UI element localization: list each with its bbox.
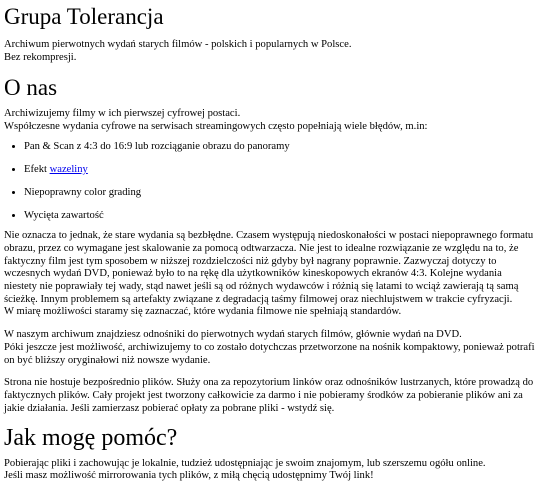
about-paragraph-2-line2: Póki jeszcze jest możliwość, archiwizujemy to co zostało dotychczas przetworzone na nośnik kompaktowy, ponieważ potrafi on być bliższy oryginałowi niż nowsze wydanie. <box>4 341 535 366</box>
about-paragraph-2 <box>4 329 536 367</box>
site-title: Grupa Tolerancja <box>4 4 164 29</box>
site-description-line2: Bez rekompresji. <box>4 52 77 63</box>
about-intro-line2: Współczesne wydania cyfrowe na serwisach streamingowych często popełniają wiele błędów, m.in: <box>4 120 428 132</box>
problems-list <box>4 141 536 222</box>
about-intro-line1: Archiwizujemy filmy w ich pierwszej cyfrowej postaci. <box>4 108 241 119</box>
about-paragraph-3: Strona nie hostuje bezpośrednio plików. Służy ona za repozytorium linków oraz odnośników lustrzanych, które prowadzą do faktycznych plików. Cały projekt jest tworzony całkowicie za darmo i nie pobieramy środków za pobieranie plików ani za jakie działania. Jeśli zamierzasz pobierać opłaty za pobrane pliki - wstydź się. <box>4 377 534 414</box>
help-line1: Pobierając pliki i zachowując je lokalnie, tudzież udostępniając je swoim znajomym, lub szerszemu ogółu online. <box>4 457 486 469</box>
about-paragraph-2-line1: W naszym archiwum znajdziesz odnośniki do pierwotnych wydań starych filmów, głównie wydań na DVD. <box>4 329 462 341</box>
page <box>0 4 540 483</box>
list-item: • Pan & Scan z 4:3 do 16:9 lub rozciąganie obrazu do panoramy <box>24 141 536 154</box>
about-paragraph-1-line2: W miarę możliwości staramy się zaznaczać, które wydania filmowe nie spełniają standardów. <box>4 306 402 318</box>
help-heading: Jak mogę pomóc? <box>4 425 178 452</box>
wazeliny-link[interactable]: wazeliny <box>49 164 88 176</box>
list-item <box>24 164 536 177</box>
help-text <box>4 458 536 483</box>
site-description-line1: Archiwum pierwotnych wydań starych filmów - polskich i popularnych w Polsce. <box>4 39 352 51</box>
about-heading: O nas <box>4 74 58 100</box>
about-paragraph-1-text: Nie oznacza to jednak, że stare wydania są bezbłędne. Czasem występują niedoskonałości w postaci niepoprawnego formatu obrazu, przez co wymagane jest skalowanie za pomocą odtwarzacza. Nie jest to idealne rozwiązanie ze względu na to, że faktyczny film jest tym sposobem w niższej rozdzielczości niż gdyby był nagrany poprawnie. Zazwyczaj dotyczy to wczesnych wydań DVD, ponieważ było to na rękę dla użytkowników kineskopowych ekranów 4:3. Kolejne wydania niestety nie poprawiały tej wady, stąd nawet jeśli są od różnych wydawców i różnią się latami to wciąż zawierają tą samą ścieżkę. Innym problemem są artefakty związane z degradacją taśmy filmowej oraz niechlujstwem w trakcie cyfryzacji. <box>4 230 534 305</box>
about-paragraph-1 <box>4 230 536 319</box>
list-item: • Niepoprawny color grading <box>24 187 536 200</box>
site-description <box>4 39 536 64</box>
help-line2: Jeśli masz możliwość mirrorowania tych plików, z miłą chęcią udostępnimy Twój link! <box>4 470 374 482</box>
list-item: • Wycięta zawartość <box>24 210 536 223</box>
about-intro <box>4 108 536 133</box>
list-item-prefix: Efekt <box>24 164 50 176</box>
